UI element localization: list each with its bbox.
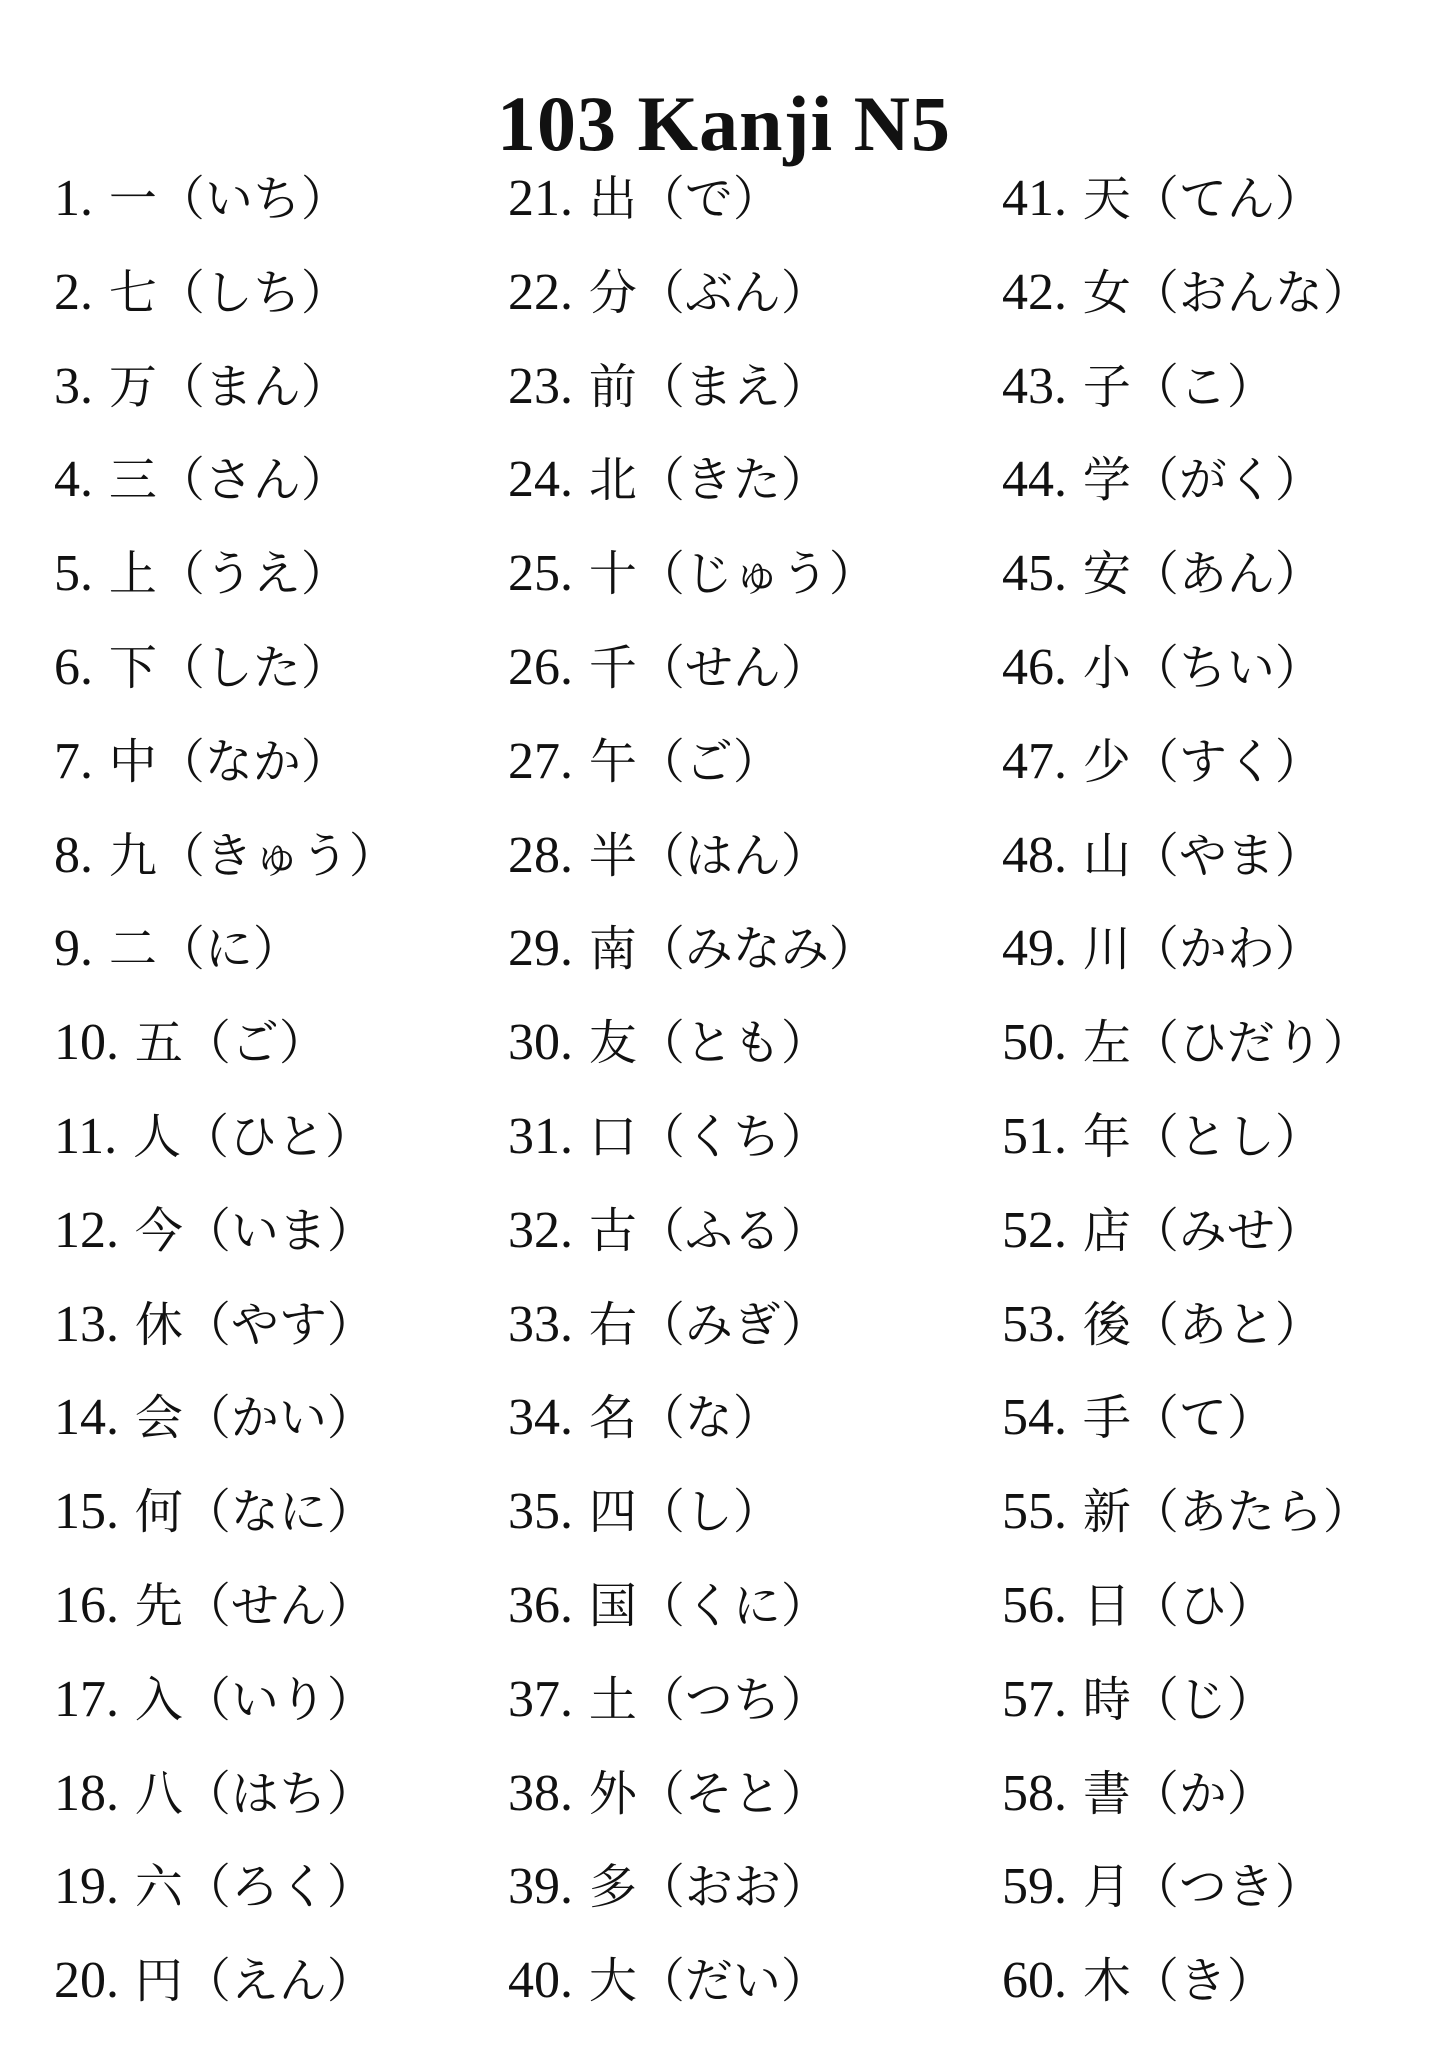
kanji-entry (54, 252, 397, 346)
entry-kanji: 入 (134, 1671, 183, 1728)
kanji-entry (54, 1940, 397, 2034)
entry-reading: （あたら） (1130, 1484, 1371, 1541)
entry-number: 30. (508, 1014, 573, 1072)
entry-number: 28. (508, 826, 573, 884)
kanji-entry (1002, 1940, 1371, 2034)
kanji-entry (508, 1377, 877, 1471)
entry-kanji: 大 (588, 1953, 637, 2010)
entry-number: 8. (54, 826, 93, 884)
kanji-entry (54, 1377, 397, 1471)
entry-reading: （いち） (156, 171, 349, 227)
entry-kanji: 少 (1082, 733, 1131, 790)
entry-kanji: 口 (588, 1108, 637, 1165)
entry-kanji: 円 (134, 1953, 183, 2010)
entry-reading: （つき） (1130, 1859, 1323, 1916)
kanji-entry (1002, 1565, 1371, 1659)
kanji-entry (1002, 1659, 1371, 1753)
entry-reading: （かわ） (1130, 921, 1323, 978)
entry-kanji: 四 (588, 1484, 637, 1541)
entry-reading: （て） (1130, 1390, 1275, 1447)
entry-reading: （しち） (156, 264, 349, 321)
entry-reading: （ふる） (636, 1202, 829, 1259)
entry-number: 52. (1002, 1201, 1067, 1259)
entry-kanji: 中 (108, 733, 157, 790)
entry-kanji: 手 (1082, 1390, 1131, 1447)
kanji-entry (508, 1096, 877, 1190)
entry-reading: （じゅう） (636, 546, 877, 603)
entry-number: 5. (54, 545, 93, 603)
entry-reading: （せん） (182, 1577, 375, 1634)
entry-number: 3. (54, 357, 93, 415)
entry-kanji: 半 (588, 827, 637, 884)
entry-number: 12. (54, 1201, 119, 1259)
kanji-entry (1002, 158, 1371, 252)
entry-number: 44. (1002, 451, 1067, 509)
entry-number: 16. (54, 1576, 119, 1634)
entry-kanji: 十 (588, 546, 637, 603)
entry-reading: （ひ） (1130, 1577, 1275, 1634)
entry-kanji: 先 (134, 1577, 183, 1634)
entry-number: 50. (1002, 1014, 1067, 1072)
entry-number: 11. (54, 1107, 118, 1165)
kanji-entry (1002, 252, 1371, 346)
entry-kanji: 何 (134, 1484, 183, 1541)
entry-reading: （がく） (1130, 452, 1323, 509)
kanji-entry (508, 1940, 877, 2034)
entry-reading: （すく） (1130, 733, 1323, 790)
entry-kanji: 月 (1082, 1859, 1131, 1916)
entry-number: 1. (54, 170, 93, 227)
entry-number: 51. (1002, 1107, 1067, 1165)
entry-kanji: 一 (108, 171, 157, 227)
entry-kanji: 九 (108, 827, 157, 884)
entry-kanji: 上 (108, 546, 157, 603)
entry-number: 24. (508, 451, 573, 509)
kanji-entry (1002, 627, 1371, 721)
entry-number: 40. (508, 1952, 573, 2010)
entry-number: 29. (508, 920, 573, 978)
kanji-entry (508, 721, 877, 815)
entry-kanji: 小 (1082, 639, 1131, 696)
entry-kanji: 名 (588, 1390, 637, 1447)
kanji-entry (1002, 1096, 1371, 1190)
entry-number: 38. (508, 1764, 573, 1822)
entry-number: 53. (1002, 1295, 1067, 1353)
entry-number: 46. (1002, 638, 1067, 696)
kanji-entry (1002, 1002, 1371, 1096)
entry-reading: （し） (636, 1484, 781, 1541)
kanji-entry (508, 815, 877, 909)
entry-number: 41. (1002, 170, 1067, 227)
entry-kanji: 国 (588, 1577, 637, 1634)
entry-number: 57. (1002, 1670, 1067, 1728)
entry-reading: （ひだり） (1130, 1015, 1371, 1072)
entry-number: 55. (1002, 1483, 1067, 1541)
entry-reading: （うえ） (156, 546, 349, 603)
kanji-entry (508, 1753, 877, 1847)
entry-reading: （おんな） (1130, 264, 1371, 321)
entry-reading: （ひと） (181, 1108, 374, 1165)
entry-kanji: 六 (134, 1859, 183, 1916)
entry-kanji: 日 (1082, 1577, 1131, 1634)
entry-kanji: 北 (588, 452, 637, 509)
entry-kanji: 二 (108, 921, 157, 978)
entry-reading: （ご） (636, 733, 781, 790)
kanji-entry (54, 1659, 397, 1753)
entry-number: 31. (508, 1107, 573, 1165)
entry-number: 48. (1002, 826, 1067, 884)
entry-kanji: 午 (588, 733, 637, 790)
entry-kanji: 前 (588, 358, 637, 415)
entry-kanji: 子 (1082, 358, 1131, 415)
entry-reading: （した） (156, 639, 349, 696)
entry-reading: （やま） (1130, 827, 1323, 884)
entry-kanji: 時 (1082, 1671, 1131, 1728)
entry-reading: （ろく） (182, 1859, 375, 1916)
entry-reading: （くち） (636, 1108, 829, 1165)
kanji-entry (54, 1002, 397, 1096)
entry-reading: （ぶん） (636, 264, 829, 321)
kanji-entry (1002, 1471, 1371, 1565)
entry-reading: （きた） (636, 452, 829, 509)
entry-number: 6. (54, 638, 93, 696)
entry-number: 20. (54, 1952, 119, 2010)
entry-number: 14. (54, 1389, 119, 1447)
kanji-entry (54, 1096, 397, 1190)
entry-kanji: 年 (1082, 1108, 1131, 1165)
entry-kanji: 安 (1082, 546, 1131, 603)
kanji-entry (508, 252, 877, 346)
entry-number: 35. (508, 1483, 573, 1541)
entry-reading: （さん） (156, 452, 349, 509)
entry-reading: （なに） (182, 1484, 375, 1541)
entry-number: 26. (508, 638, 573, 696)
kanji-entry (54, 346, 397, 440)
kanji-entry (1002, 721, 1371, 815)
entry-number: 47. (1002, 732, 1067, 790)
kanji-entry (508, 1190, 877, 1284)
entry-number: 32. (508, 1201, 573, 1259)
kanji-entry (1002, 1190, 1371, 1284)
entry-number: 27. (508, 732, 573, 790)
entry-kanji: 新 (1082, 1484, 1131, 1541)
entry-kanji: 書 (1082, 1765, 1131, 1822)
entry-reading: （きゅう） (156, 827, 397, 884)
entry-number: 7. (54, 732, 93, 790)
entry-reading: （つち） (636, 1671, 829, 1728)
kanji-entry (54, 1190, 397, 1284)
kanji-entry (508, 1471, 877, 1565)
entry-reading: （せん） (636, 639, 829, 696)
entry-number: 2. (54, 263, 93, 321)
entry-number: 39. (508, 1858, 573, 1916)
entry-reading: （くに） (636, 1577, 829, 1634)
kanji-entry (54, 815, 397, 909)
entry-kanji: 木 (1082, 1953, 1131, 2010)
entry-reading: （あと） (1130, 1296, 1323, 1353)
kanji-column-1 (54, 158, 397, 2034)
entry-number: 23. (508, 357, 573, 415)
kanji-column-2 (508, 158, 877, 2034)
kanji-column-3 (1002, 158, 1371, 2034)
kanji-entry (54, 1471, 397, 1565)
entry-number: 36. (508, 1576, 573, 1634)
kanji-entry (54, 908, 397, 1002)
entry-reading: （なか） (156, 733, 349, 790)
entry-kanji: 七 (108, 264, 157, 321)
entry-number: 15. (54, 1483, 119, 1541)
entry-kanji: 友 (588, 1015, 637, 1072)
entry-kanji: 三 (108, 452, 157, 509)
kanji-entry (54, 721, 397, 815)
entry-reading: （で） (636, 171, 781, 227)
kanji-entry (54, 627, 397, 721)
entry-number: 13. (54, 1295, 119, 1353)
entry-number: 25. (508, 545, 573, 603)
entry-reading: （とも） (636, 1015, 829, 1072)
entry-number: 17. (54, 1670, 119, 1728)
entry-number: 49. (1002, 920, 1067, 978)
entry-kanji: 出 (588, 171, 637, 227)
entry-number: 37. (508, 1670, 573, 1728)
entry-reading: （えん） (182, 1953, 375, 2010)
entry-number: 34. (508, 1389, 573, 1447)
entry-reading: （だい） (636, 1953, 829, 2010)
entry-kanji: 休 (134, 1296, 183, 1353)
kanji-entry (54, 1753, 397, 1847)
entry-reading: （ご） (182, 1015, 327, 1072)
entry-number: 22. (508, 263, 573, 321)
kanji-entry (508, 1846, 877, 1940)
entry-number: 60. (1002, 1952, 1067, 2010)
entry-reading: （まえ） (636, 358, 829, 415)
page-title: 103 Kanji N5 (496, 80, 952, 168)
entry-reading: （まん） (156, 358, 349, 415)
entry-reading: （おお） (636, 1859, 829, 1916)
entry-kanji: 天 (1082, 171, 1131, 227)
entry-number: 21. (508, 170, 573, 227)
kanji-entry (508, 439, 877, 533)
entry-number: 58. (1002, 1764, 1067, 1822)
entry-reading: （な） (636, 1390, 781, 1447)
entry-kanji: 川 (1082, 921, 1131, 978)
entry-number: 4. (54, 451, 93, 509)
kanji-entry (508, 908, 877, 1002)
entry-number: 19. (54, 1858, 119, 1916)
kanji-entry (508, 1565, 877, 1659)
kanji-entry (54, 158, 397, 252)
kanji-entry (54, 533, 397, 627)
entry-number: 43. (1002, 357, 1067, 415)
entry-reading: （あん） (1130, 546, 1323, 603)
entry-reading: （やす） (182, 1296, 375, 1353)
entry-number: 9. (54, 920, 93, 978)
kanji-entry (1002, 439, 1371, 533)
entry-kanji: 万 (108, 358, 157, 415)
kanji-entry (1002, 1284, 1371, 1378)
entry-kanji: 会 (134, 1390, 183, 1447)
kanji-entry (508, 158, 877, 252)
entry-kanji: 南 (588, 921, 637, 978)
entry-kanji: 五 (134, 1015, 183, 1072)
entry-reading: （みなみ） (636, 921, 877, 978)
entry-reading: （き） (1130, 1953, 1275, 2010)
kanji-entry (1002, 815, 1371, 909)
entry-reading: （そと） (636, 1765, 829, 1822)
entry-reading: （はち） (182, 1765, 375, 1822)
kanji-entry (508, 627, 877, 721)
entry-reading: （はん） (636, 827, 829, 884)
entry-number: 56. (1002, 1576, 1067, 1634)
entry-kanji: 分 (588, 264, 637, 321)
entry-kanji: 人 (132, 1108, 181, 1165)
kanji-entry (1002, 533, 1371, 627)
entry-number: 33. (508, 1295, 573, 1353)
kanji-entry (1002, 1377, 1371, 1471)
entry-reading: （ちい） (1130, 639, 1323, 696)
kanji-entry (508, 533, 877, 627)
entry-kanji: 今 (134, 1202, 183, 1259)
entry-kanji: 古 (588, 1202, 637, 1259)
entry-reading: （に） (156, 921, 301, 978)
kanji-entry (508, 1659, 877, 1753)
entry-reading: （こ） (1130, 358, 1275, 415)
entry-kanji: 多 (588, 1859, 637, 1916)
entry-reading: （いり） (182, 1671, 375, 1728)
entry-number: 45. (1002, 545, 1067, 603)
entry-reading: （みせ） (1130, 1202, 1323, 1259)
entry-reading: （いま） (182, 1202, 375, 1259)
kanji-entry (1002, 908, 1371, 1002)
kanji-entry (54, 1846, 397, 1940)
entry-kanji: 山 (1082, 827, 1131, 884)
kanji-entry (1002, 1846, 1371, 1940)
entry-kanji: 下 (108, 639, 157, 696)
kanji-entry (1002, 346, 1371, 440)
entry-kanji: 左 (1082, 1015, 1131, 1072)
entry-reading: （じ） (1130, 1671, 1275, 1728)
entry-reading: （てん） (1130, 171, 1323, 227)
entry-reading: （かい） (182, 1390, 375, 1447)
entry-number: 18. (54, 1764, 119, 1822)
entry-number: 10. (54, 1014, 119, 1072)
entry-number: 59. (1002, 1858, 1067, 1916)
entry-number: 54. (1002, 1389, 1067, 1447)
kanji-entry (54, 1565, 397, 1659)
kanji-entry (508, 346, 877, 440)
entry-reading: （みぎ） (636, 1296, 829, 1353)
kanji-entry (1002, 1753, 1371, 1847)
entry-reading: （とし） (1130, 1108, 1323, 1165)
entry-kanji: 千 (588, 639, 637, 696)
entry-kanji: 八 (134, 1765, 183, 1822)
entry-kanji: 後 (1082, 1296, 1131, 1353)
kanji-entry (54, 439, 397, 533)
kanji-entry (54, 1284, 397, 1378)
kanji-entry (508, 1284, 877, 1378)
entry-kanji: 土 (588, 1671, 637, 1728)
entry-reading: （か） (1130, 1765, 1275, 1822)
entry-kanji: 店 (1082, 1202, 1131, 1259)
entry-kanji: 右 (588, 1296, 637, 1353)
kanji-entry (508, 1002, 877, 1096)
entry-kanji: 女 (1082, 264, 1131, 321)
entry-kanji: 外 (588, 1765, 637, 1822)
entry-kanji: 学 (1082, 452, 1131, 509)
entry-number: 42. (1002, 263, 1067, 321)
